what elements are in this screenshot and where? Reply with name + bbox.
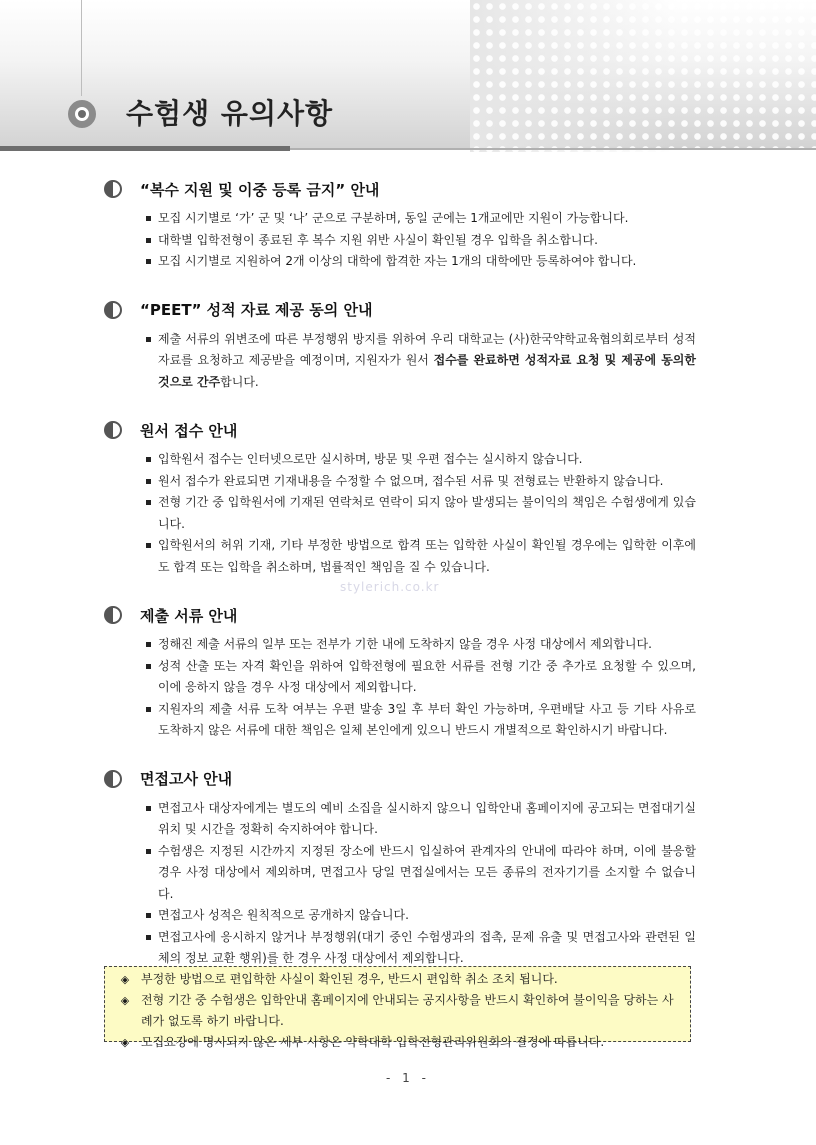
section-heading bbox=[104, 417, 696, 443]
notice-text: 모집요강에 명시되지 않은 세부 사항은 약학대학 입학전형관리위원회의 결정에 따릅니다. bbox=[141, 1035, 605, 1049]
section-duplicate-application bbox=[104, 176, 696, 273]
title-ring-icon bbox=[68, 100, 96, 128]
half-circle-icon bbox=[104, 421, 122, 439]
notice-item bbox=[117, 969, 680, 990]
page-title: 수험생 유의사항 bbox=[126, 97, 334, 130]
header-dot-pattern bbox=[470, 0, 816, 152]
list-item: 대학별 입학전형이 종료된 후 복수 지원 위반 사실이 확인될 경우 입학을 취소합니다. bbox=[146, 230, 696, 252]
list-item: 면접고사 대상자에게는 별도의 예비 소집을 실시하지 않으니 입학안내 홈페이지에 공고되는 면접대기실 위치 및 시간을 정확히 숙지하여야 합니다. bbox=[146, 798, 696, 841]
page-number: - 1 - bbox=[386, 1071, 430, 1085]
notice-item bbox=[117, 1032, 680, 1053]
section-heading bbox=[104, 602, 696, 628]
item-text: 제출 서류의 위변조에 따른 부정행위 방지를 위하여 우리 대학교는 (사)한국약학교육협의회로부터 성적 자료를 요청하고 제공받을 예정이며, 지원자가 원서 bbox=[158, 331, 696, 367]
section-peet-consent bbox=[104, 297, 696, 394]
title-underline-light bbox=[290, 148, 816, 150]
section-application bbox=[104, 417, 696, 578]
section-heading bbox=[104, 297, 696, 323]
section-documents bbox=[104, 602, 696, 742]
section-interview bbox=[104, 766, 696, 970]
list-item: 면접고사 성적은 원칙적으로 공개하지 않습니다. bbox=[146, 905, 696, 927]
item-list bbox=[104, 449, 696, 578]
list-item: 면접고사에 응시하지 않거나 부정행위(대기 중인 수험생과의 접촉, 문제 유출 및 면접고사와 관련된 일체의 정보 교환 행위)를 한 경우 사정 대상에서 제외합니다. bbox=[146, 927, 696, 970]
half-circle-icon bbox=[104, 180, 122, 198]
list-item: 전형 기간 중 입학원서에 기재된 연락처로 연락이 되지 않아 발생되는 불이익의 책임은 수험생에게 있습니다. bbox=[146, 492, 696, 535]
section-title: “복수 지원 및 이중 등록 금지” 안내 bbox=[140, 180, 380, 199]
section-title: “PEET” 성적 자료 제공 동의 안내 bbox=[140, 301, 373, 319]
notice-text: 부정한 방법으로 편입학한 사실이 확인된 경우, 반드시 편입학 취소 조치 됩니다. bbox=[141, 972, 558, 986]
content bbox=[104, 176, 696, 994]
item-text: 합니다. bbox=[220, 374, 259, 389]
diamond-bullet-icon: ◈ bbox=[120, 1036, 130, 1049]
section-title: 제출 서류 안내 bbox=[140, 606, 238, 625]
list-item: 원서 접수가 완료되면 기재내용을 수정할 수 없으며, 접수된 서류 및 전형료는 반환하지 않습니다. bbox=[146, 471, 696, 493]
list-item: 모집 시기별로 지원하여 2개 이상의 대학에 합격한 자는 1개의 대학에만 등록하여야 합니다. bbox=[146, 251, 696, 273]
list-item: 지원자의 제출 서류 도착 여부는 우편 발송 3일 후 부터 확인 가능하며, 우편배달 사고 등 기타 사유로 도착하지 않은 서류에 대한 책임은 일체 본인에게 있으니 반드시 개별적으로 확인하시기 바랍니다. bbox=[146, 699, 696, 742]
list-item: 정해진 제출 서류의 일부 또는 전부가 기한 내에 도착하지 않을 경우 사정 대상에서 제외합니다. bbox=[146, 634, 696, 656]
item-bold-text: 접수를 완료하면 성적자료 요청 및 제공에 동의한 것으로 간주 bbox=[158, 353, 696, 389]
list-item bbox=[146, 329, 696, 394]
notice-text: 전형 기간 중 수험생은 입학안내 홈페이지에 안내되는 공지사항을 반드시 확인하여 불이익을 당하는 사례가 없도록 하기 바랍니다. bbox=[141, 993, 674, 1028]
item-list bbox=[104, 634, 696, 742]
watermark: stylerich.co.kr bbox=[340, 580, 440, 594]
list-item: 모집 시기별로 ‘가’ 군 및 ‘나’ 군으로 구분하며, 동일 군에는 1개교에만 지원이 가능합니다. bbox=[146, 208, 696, 230]
diamond-bullet-icon: ◈ bbox=[120, 973, 130, 986]
item-list bbox=[104, 208, 696, 273]
half-circle-icon bbox=[104, 606, 122, 624]
list-item: 수험생은 지정된 시간까지 지정된 장소에 반드시 입실하여 관계자의 안내에 따라야 하며, 이에 불응할 경우 사정 대상에서 제외하며, 면접고사 당일 면접실에서는 모든 종류의 전자기기를 소지할 수 없습니다. bbox=[146, 841, 696, 906]
item-list bbox=[104, 798, 696, 970]
list-item: 입학원서 접수는 인터넷으로만 실시하며, 방문 및 우편 접수는 실시하지 않습니다. bbox=[146, 449, 696, 471]
section-heading bbox=[104, 176, 696, 202]
notice-item bbox=[117, 990, 680, 1032]
notice-box bbox=[104, 966, 691, 1049]
item-list bbox=[104, 329, 696, 394]
diamond-bullet-icon: ◈ bbox=[120, 994, 130, 1007]
half-circle-icon bbox=[104, 770, 122, 788]
title-underline-dark bbox=[0, 146, 290, 151]
section-title: 원서 접수 안내 bbox=[140, 421, 238, 440]
header-vertical-line bbox=[81, 0, 82, 96]
section-heading bbox=[104, 766, 696, 792]
half-circle-icon bbox=[104, 301, 122, 319]
section-title: 면접고사 안내 bbox=[140, 770, 233, 788]
list-item: 입학원서의 허위 기재, 기타 부정한 방법으로 합격 또는 입학한 사실이 확인될 경우에는 입학한 이후에도 합격 또는 입학을 취소하며, 법률적인 책임을 질 수 있습니다. bbox=[146, 535, 696, 578]
list-item: 성적 산출 또는 자격 확인을 위하여 입학전형에 필요한 서류를 전형 기간 중 추가로 요청할 수 있으며, 이에 응하지 않을 경우 사정 대상에서 제외합니다. bbox=[146, 656, 696, 699]
